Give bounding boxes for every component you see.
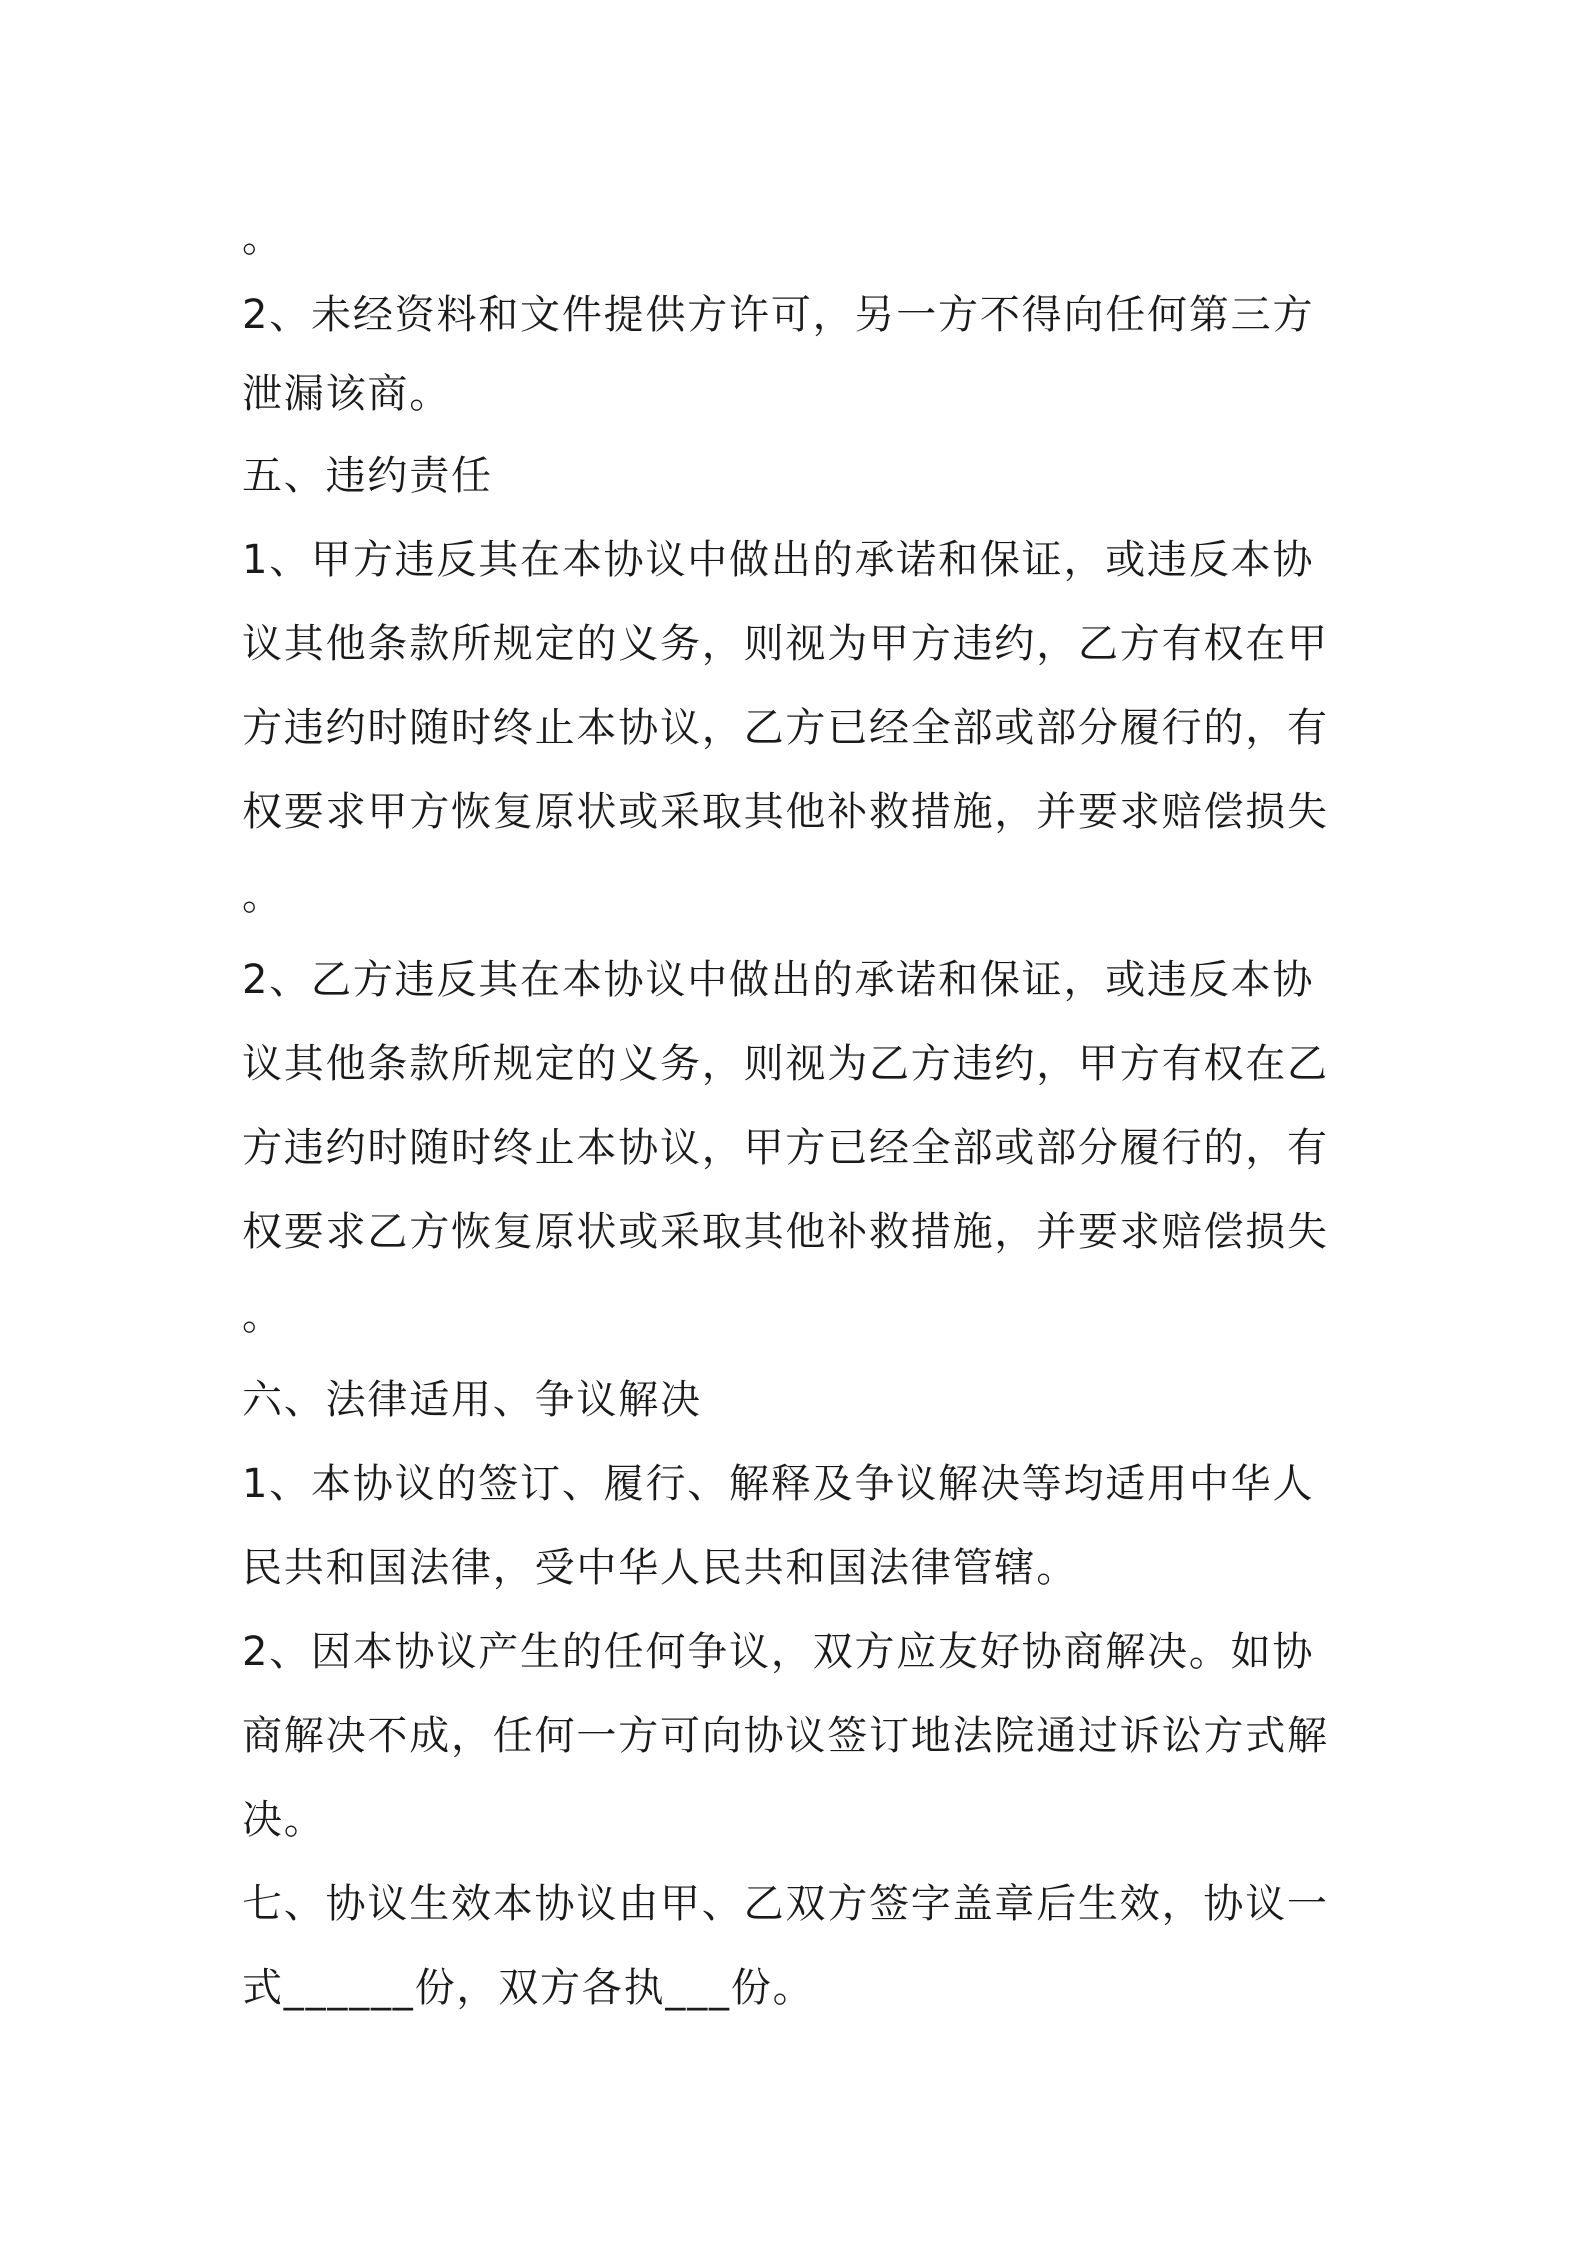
- text-line: 泄漏该商。: [242, 371, 451, 417]
- text-line: 决。: [242, 1797, 326, 1843]
- text-line: 1、本协议的签订、履行、解释及争议解决等均适用中华人: [242, 1461, 1315, 1507]
- text-line: 2、因本协议产生的任何争议，双方应友好协商解决。如协: [242, 1629, 1315, 1675]
- section-heading-law: 六、法律适用、争议解决: [242, 1377, 702, 1423]
- text-line: 方违约时随时终止本协议，甲方已经全部或部分履行的，有: [242, 1125, 1329, 1171]
- text-line: 1、甲方违反其在本协议中做出的承诺和保证，或违反本协: [242, 537, 1315, 583]
- text-line: 2、未经资料和文件提供方许可，另一方不得向任何第三方: [242, 292, 1315, 338]
- text-line: 权要求甲方恢复原状或采取其他补救措施，并要求赔偿损失: [242, 789, 1329, 835]
- text-line: 2、乙方违反其在本协议中做出的承诺和保证，或违反本协: [242, 957, 1315, 1003]
- text-line: 方违约时随时终止本协议，乙方已经全部或部分履行的，有: [242, 705, 1329, 751]
- text-line: 式______份，双方各执___份。: [242, 1965, 815, 2011]
- text-line: 商解决不成，任何一方可向协议签订地法院通过诉讼方式解: [242, 1713, 1329, 1759]
- section-heading-breach: 五、违约责任: [242, 453, 493, 499]
- section-heading-effect: 七、协议生效本协议由甲、乙双方签字盖章后生效，协议一: [242, 1881, 1329, 1927]
- text-line: 民共和国法律，受中华人民共和国法律管辖。: [242, 1545, 1078, 1591]
- text-line: 。: [242, 1293, 284, 1339]
- text-line: 。: [242, 215, 284, 261]
- text-line: 。: [242, 873, 284, 919]
- text-line: 议其他条款所规定的义务，则视为甲方违约，乙方有权在甲: [242, 621, 1329, 667]
- text-line: 权要求乙方恢复原状或采取其他补救措施，并要求赔偿损失: [242, 1209, 1329, 1255]
- text-line: 议其他条款所规定的义务，则视为乙方违约，甲方有权在乙: [242, 1041, 1329, 1087]
